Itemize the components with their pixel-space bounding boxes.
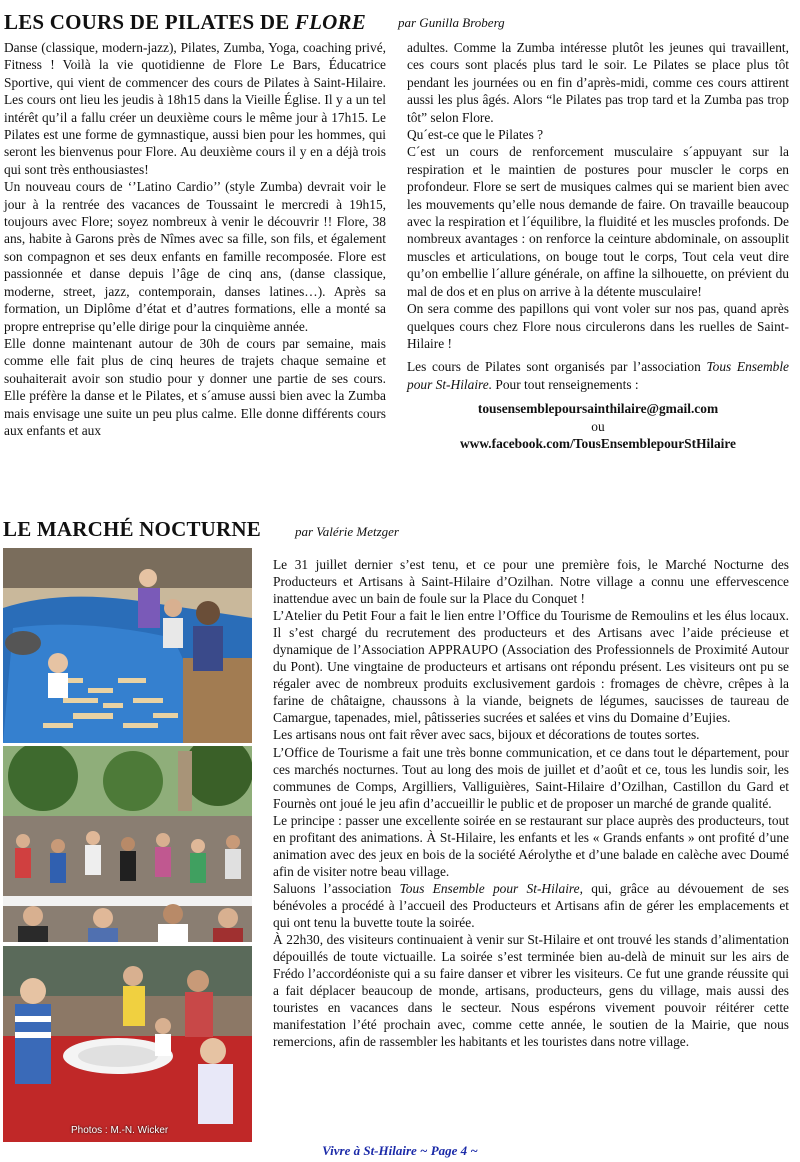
pilates-organizer: Les cours de Pilates sont organisés par l’association Tous Ensemble pour St-Hilaire. Pour tout renseignements : (407, 359, 789, 392)
association-name: Tous Ensemble pour St-Hilaire (399, 880, 580, 896)
pilates-paragraph: On sera comme des papillons qui vont voler sur nos pas, quand après quelques cours chez Flore nous circulerons dans les ruelles de Saint-Hilaire ! (407, 301, 789, 351)
photo-crowd-tables (3, 746, 252, 942)
marche-article (273, 556, 789, 1050)
marche-paragraph: Les artisans nous ont fait rêver avec sacs, bijoux et décorations de toutes sortes. (273, 727, 700, 743)
marche-paragraph: Le principe : passer une excellente soirée en se restaurant sur place auprès des producteurs, tout en profitant des animations. À St-Hilaire, les enfants et les « Grands enfants » ont profité d’une animation avec des jeux en bois de la société Aérolythe et d’une balade en calèche avec Doumé afin de visiter notre beau village. (273, 812, 789, 879)
pilates-column-right (407, 39, 789, 452)
organizer-name: Tous Ensemble pour St-Hilaire. (407, 359, 789, 392)
pilates-question: Qu´est-ce que le Pilates ? (407, 127, 544, 143)
photo-children-game (3, 946, 252, 1142)
photo-credit: Photos : M.-N. Wicker (71, 1125, 169, 1136)
pilates-title: LES COURS DE PILATES DE FLORE (4, 10, 366, 34)
pilates-byline: par Gunilla Broberg (398, 15, 505, 30)
photo-wooden-games (3, 548, 252, 743)
marche-paragraph: L’Office de Tourisme a fait une très bonne communication, et ce dans tout le département, pour ces marchés nocturnes. Tout au long des mois de juillet et d’août et ce, tous les lundis soir, les communes de Comps, Argilliers, Valliguières, Saint-Hilaire d’Ozilhan, Castillon du Gard et Fournès ont joué le jeu afin d’accueillir le public et de proposer un marché de grande qualité. (273, 744, 789, 811)
pilates-column-left (4, 39, 386, 439)
pilates-paragraph: Un nouveau cours de ‘’Latino Cardio’’ (style Zumba) devrait voir le jour à la rentrée des vacances de Toussaint le mercredi à 19h15, toujours avec Flore; soyez nombreux à venir le découvrir !! Flore, 38 ans, habite à Garons près de Nîmes avec sa fille, son fils, et également son compagnon et ses deux enfants en famille recomposée. Flore est passionnée et danse depuis l’âge de cinq ans, (danse classique, moderne, street, jazz, contemporain, danses latines…). Après sa formation, un Diplôme d’état et d’autres formations, elle a monté sa propre entreprise qu’elle dirige pour la cinquième année. (4, 179, 386, 334)
marche-paragraph: À 22h30, des visiteurs continuaient à venir sur St-Hilaire et ont trouvé les stands d’alimentation dépouillés de toute victuaille. La soirée s’est terminée bien au-delà de minuit sur les airs de Frédo l’accordéoniste qui a su faire danser et vibrer les visiteurs. Ce fut une grande réussite qui a fait déplacer beaucoup de monde, artisans, producteurs, gens du village, mais aussi des touristes en vacances dans le secteur. Nous espérons vivement pouvoir réitérer cette manifestation l’été prochain avec, comme cette année, le soutien de la Mairie, que nous remercions, afin de rassembler les habitants et les touristes dans notre village. (273, 932, 789, 1050)
contact-or: ou (591, 418, 605, 434)
pilates-paragraph: C´est un cours de renforcement musculaire s´appuyant sur la respiration et le maintien de postures pour muscler le corps en profondeur. Flore se sert de musiques calmes qui se marient bien avec les mouvements qu’elle nous demande de faire. On travaille beaucoup avec la respiration et l´équilibre, la fluidité et les muscles profonds. De nombreux avantages : on renforce la ceinture abdominale, on assouplit muscles et articulations, on bouge tout le corps, Tout cela veut dire qu’on embellie l´allure générale, on affine la silhouette, on prévient du mal de dos et en plus on arrive à la détente musculaire! (407, 144, 789, 299)
marche-byline: par Valérie Metzger (295, 524, 399, 539)
contact-facebook[interactable]: www.facebook.com/TousEnsemblepourStHilaire (459, 435, 737, 451)
contact-email[interactable]: tousensemblepoursainthilaire@gmail.com (477, 401, 719, 417)
marche-paragraph: L’Atelier du Petit Four a fait le lien entre l’Office du Tourisme de Remoulins et les élus locaux. Il s’est chargé du recrutement des producteurs et des Artisans avec l’aide précieuse et dynamique de l’Association APPRAUPO (Association des Professionnels de Proximité Autour du Pont). Une vingtaine de producteurs et artisans ont répondu présent. Les visiteurs ont pu se régaler avec de nombreux produits exclusivement gardois : fromages de chèvre, crêpes à la farine de châtaigne, chaussons à la viande, beignets de légumes, saucisses de taureau de Camargue, tapenades, miel, pâtisseries sucrées et salées et vins du Domaine d’Eujies. (273, 608, 789, 726)
pilates-paragraph: adultes. Comme la Zumba intéresse plutôt les jeunes qui travaillent, ces cours sont placés plus tard le soir. Le Pilates se place plus tôt pendant les journées ou en fin d’après-midi, comme ces cours attirent aussi les plus âgés. Alors “le Pilates pas trop tard et la Zumba pas trop tôt” selon Flore. (407, 40, 789, 125)
pilates-title-name: FLORE (294, 10, 366, 34)
page-footer: Vivre à St-Hilaire ~ Page 4 ~ (322, 1143, 478, 1158)
marche-title: LE MARCHÉ NOCTURNE (3, 517, 261, 541)
marche-salut: Saluons l’association Tous Ensemble pour St-Hilaire, qui, grâce au dévouement de ses bénévoles a procédé à l’accueil des Producteurs et Artisans afin de gérer les emplacements et qui ont tenu la buvette toute la soirée. (273, 880, 789, 930)
pilates-paragraph: Danse (classique, modern-jazz), Pilates, Zumba, Yoga, coaching privé, Fitness ! Voilà la vie quotidienne de Flore Le Bars, Éducatrice Sportive, qui vient de commencer des cours de Pilates à Saint-Hilaire. Les cours ont lieu les jeudis à 18h15 dans la Vieille Église. Il y a un tel intérêt qu’il a fallu créer un deuxième cours le même jour à 17h15. Le Pilates est une forme de gymnastique, aussi bien pour les hommes, qui seront les bienvenus pour Flore. Au deuxième cours il y en a déjà trois qui sont très enthousiastes! (4, 40, 386, 177)
marche-paragraph: Le 31 juillet dernier s’est tenu, et ce pour une première fois, le Marché Nocturne des Producteurs et Artisans à Saint-Hilaire d’Ozilhan. Notre village a connu une effervescence inattendue avec un bain de foule sur la Place du Conquet ! (273, 557, 789, 607)
pilates-paragraph: Elle donne maintenant autour de 30h de cours par semaine, mais comme elle fait plus de cinq heures de trajets chaque semaine et souhaiterait avoir son studio pour y donner une partie de ses cours. Elle préfère la danse et le Pilates, et s´amuse aussi bien avec la Zumba mais envisage une suite un peu plus calme. Elle donne différents cours aux enfants et aux (4, 335, 386, 438)
